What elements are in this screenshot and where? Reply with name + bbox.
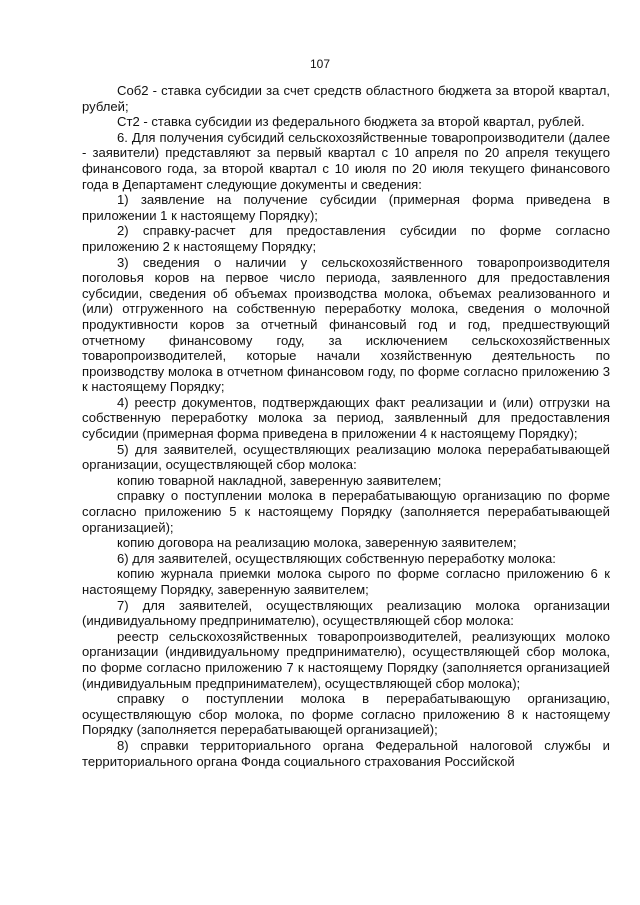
paragraph-item-6-journal: копию журнала приемки молока сырого по форме согласно приложению 6 к настоящему Порядку, заверенную заявителем; [82,566,610,597]
paragraph-item-6: 6) для заявителей, осуществляющих собственную переработку молока: [117,550,556,566]
page-number: 107 [309,57,331,71]
paragraph-item-2: 2) справку-расчет для предоставления субсидии по форме согласно приложению 2 к настоящему Порядку; [82,223,610,254]
paragraph-clause-6: 6. Для получения субсидий сельскохозяйственные товаропроизводители (далее - заявители) представляют за первый квартал с 10 апреля по 20 апреля текущего финансового года, за второй квартал с 10 июля по 20 июля текущего финансового года в Департамент следующие документы и сведения: [82,129,610,192]
paragraph-item-5-contract: копию договора на реализацию молока, заверенную заявителем; [117,535,517,551]
paragraph-item-7: 7) для заявителей, осуществляющих реализацию молока организации (индивидуальному предпринимателю), осуществляющей сбор молока: [82,597,610,629]
paragraph-item-4: 4) реестр документов, подтверждающих факт реализации и (или) отгрузки на собственную переработку молока за период, заявленный для предоставления субсидии (примерная форма приведена в приложении 4 к настоящему Порядку); [82,394,610,442]
document-body [82,83,610,769]
paragraph-item-7-receipt-certificate: справку о поступлении молока в перерабатывающую организацию, осуществляющую сбор молока, по форме согласно приложению 8 к настоящему Порядку (заполняется перерабатывающей организацией); [82,691,610,738]
paragraph-item-5: 5) для заявителей, осуществляющих реализацию молока перерабатывающей организации, осуществляющей сбор молока: [82,441,610,473]
paragraph-item-7-register: реестр сельскохозяйственных товаропроизводителей, реализующих молоко организации (индивидуальному предпринимателю), осуществляющей сбор молока, по форме согласно приложению 7 к настоящему Порядку (заполняется организацией (индивидуальным предпринимателем), осуществляющей сбор молока); [82,628,610,691]
paragraph-item-3: 3) сведения о наличии у сельскохозяйственного товаропроизводителя поголовья коров на первое число периода, заявленного для предоставления субсидии, сведения об объемах производства молока, объемах реализованного и (или) отгруженного на собственную переработку молока, сведения о молочной продуктивности коров за отчетный финансовый год и год, предшествующий отчетному финансовому году, за исключением сельскохозяйственных товаропроизводителей, которые начали хозяйственную деятельность по производству молока в отчетном финансовом году, по форме согласно приложению 3 к настоящему Порядку; [82,254,610,395]
paragraph-item-8: 8) справки территориального органа Федеральной налоговой службы и территориального органа Фонда социального страхования Российской [82,737,610,769]
paragraph-st2-definition: Ст2 - ставка субсидии из федерального бюджета за второй квартал, рублей. [117,114,585,130]
paragraph-item-5-waybill: копию товарной накладной, заверенную заявителем; [117,472,442,488]
paragraph-item-5-receipt-certificate: справку о поступлении молока в перерабатывающую организацию по форме согласно приложению 5 к настоящему Порядку (заполняется перерабатывающей организацией); [82,488,610,535]
paragraph-sob2-definition: Соб2 - ставка субсидии за счет средств областного бюджета за второй квартал, рублей; [82,83,610,114]
paragraph-item-1: 1) заявление на получение субсидии (примерная форма приведена в приложении 1 к настоящему Порядку); [82,192,610,223]
